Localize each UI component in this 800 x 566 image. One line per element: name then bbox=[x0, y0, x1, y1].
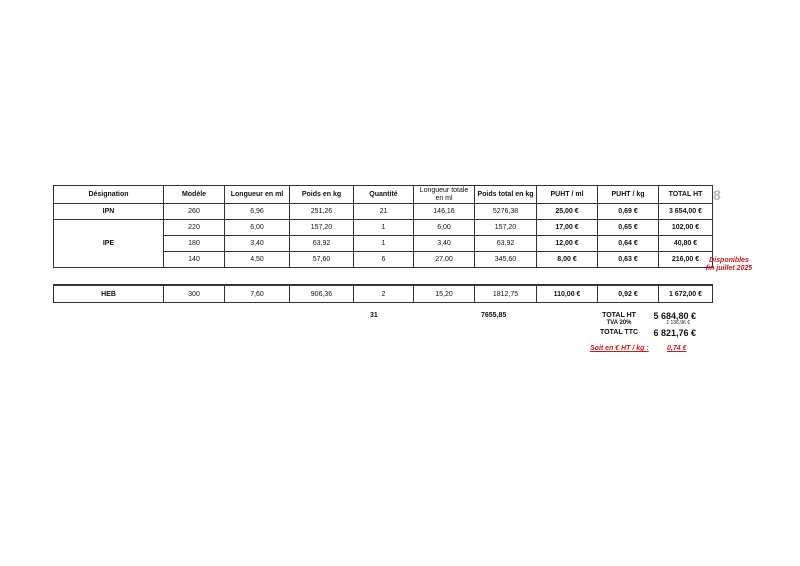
cell-weight: 906,36 bbox=[290, 285, 354, 303]
cell-weight: 251,26 bbox=[290, 204, 354, 220]
ratio-label: Soit en € HT / kg : bbox=[590, 345, 649, 352]
cell-total-length: 15,20 bbox=[414, 285, 475, 303]
total-quantity: 31 bbox=[370, 312, 378, 319]
cell-total-weight: 63,92 bbox=[475, 236, 537, 252]
header-weight: Poids en kg bbox=[290, 186, 354, 204]
header-quantity: Quantité bbox=[354, 186, 414, 204]
total-ht-value: 5 684,80 € bbox=[653, 311, 696, 321]
tva-label: TVA 20% bbox=[606, 320, 632, 326]
cell-total-ht: 40,80 € bbox=[659, 236, 713, 252]
cell-model: 180 bbox=[164, 236, 225, 252]
cell-model: 140 bbox=[164, 252, 225, 268]
table-row bbox=[54, 204, 713, 220]
cell-total-weight: 345,60 bbox=[475, 252, 537, 268]
cell-price-kg: 0,63 € bbox=[598, 252, 659, 268]
designation-ipe: IPE bbox=[54, 220, 164, 268]
cell-length: 7,60 bbox=[225, 285, 290, 303]
cell-total-ht: 216,00 € bbox=[659, 252, 713, 268]
cell-weight: 63,92 bbox=[290, 236, 354, 252]
cell-length: 3,40 bbox=[225, 236, 290, 252]
cell-price-kg: 0,69 € bbox=[598, 204, 659, 220]
cell-model: 220 bbox=[164, 220, 225, 236]
cell-quantity: 1 bbox=[354, 236, 414, 252]
cell-length: 6,00 bbox=[225, 220, 290, 236]
header-designation: Désignation bbox=[54, 186, 164, 204]
total-weight: 7655,85 bbox=[481, 312, 507, 319]
header-price-kg: PUHT / kg bbox=[598, 186, 659, 204]
table-row bbox=[54, 220, 713, 236]
cell-model: 260 bbox=[164, 204, 225, 220]
cell-quantity: 2 bbox=[354, 285, 414, 303]
availability-note: Disponibles fin juillet 2025 bbox=[705, 257, 753, 272]
cell-total-weight: 1812,75 bbox=[475, 285, 537, 303]
price-table bbox=[53, 185, 713, 268]
cell-total-ht: 1 672,00 € bbox=[659, 285, 713, 303]
cell-total-ht: 102,00 € bbox=[659, 220, 713, 236]
cell-weight: 157,20 bbox=[290, 220, 354, 236]
cell-price-ml: 17,00 € bbox=[537, 220, 598, 236]
total-ttc-value: 6 821,76 € bbox=[653, 328, 696, 338]
cell-length: 4,50 bbox=[225, 252, 290, 268]
ratio-value: 0,74 € bbox=[667, 345, 687, 352]
total-ttc-label: TOTAL TTC bbox=[599, 329, 639, 336]
cell-total-ht: 3 654,00 € bbox=[659, 204, 713, 220]
total-ht-label: TOTAL HT bbox=[602, 312, 636, 319]
designation-heb: HEB bbox=[54, 285, 164, 303]
cell-total-weight: 157,20 bbox=[475, 220, 537, 236]
cell-price-kg: 0,64 € bbox=[598, 236, 659, 252]
heb-table bbox=[53, 284, 713, 303]
header-price-ml: PUHT / ml bbox=[537, 186, 598, 204]
cell-quantity: 6 bbox=[354, 252, 414, 268]
cell-price-ml: 110,00 € bbox=[537, 285, 598, 303]
cell-price-ml: 8,00 € bbox=[537, 252, 598, 268]
header-row bbox=[54, 186, 713, 204]
header-total-weight: Poids total en kg bbox=[475, 186, 537, 204]
header-total-ht: TOTAL HT bbox=[659, 186, 713, 204]
cell-total-length: 3,40 bbox=[414, 236, 475, 252]
table-row bbox=[54, 285, 713, 303]
cell-price-kg: 0,92 € bbox=[598, 285, 659, 303]
cell-weight: 57,60 bbox=[290, 252, 354, 268]
designation-ipn: IPN bbox=[54, 204, 164, 220]
cell-price-kg: 0,65 € bbox=[598, 220, 659, 236]
cell-quantity: 1 bbox=[354, 220, 414, 236]
header-total-length: Longueur totale en ml bbox=[414, 186, 475, 204]
cell-total-length: 27,00 bbox=[414, 252, 475, 268]
cell-total-length: 146,16 bbox=[414, 204, 475, 220]
cell-length: 6,96 bbox=[225, 204, 290, 220]
cell-price-ml: 12,00 € bbox=[537, 236, 598, 252]
cell-total-weight: 5276,38 bbox=[475, 204, 537, 220]
cell-quantity: 21 bbox=[354, 204, 414, 220]
cell-price-ml: 25,00 € bbox=[537, 204, 598, 220]
tva-value: 1 136,96 € bbox=[666, 320, 690, 326]
cell-model: 300 bbox=[164, 285, 225, 303]
header-length: Longueur en ml bbox=[225, 186, 290, 204]
cell-total-length: 6,00 bbox=[414, 220, 475, 236]
header-model: Modèle bbox=[164, 186, 225, 204]
page-number: 8 bbox=[713, 187, 721, 203]
